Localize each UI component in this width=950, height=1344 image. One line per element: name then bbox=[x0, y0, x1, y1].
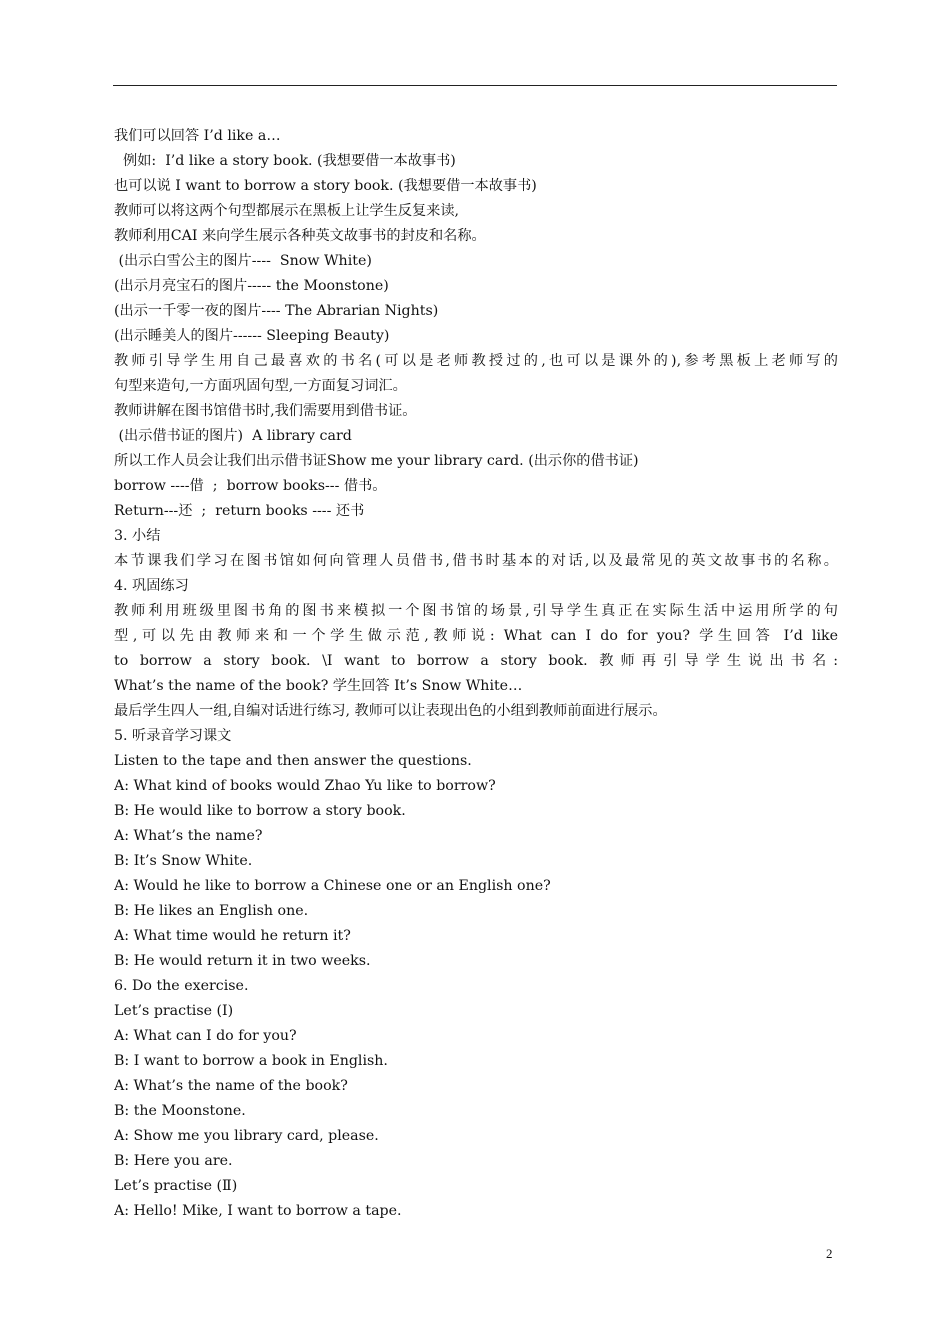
section-heading: 6. Do the exercise. bbox=[114, 978, 249, 994]
text-line: 我们可以回答 I’d like a… bbox=[114, 128, 281, 144]
dialogue-line: B: the Moonstone. bbox=[114, 1103, 246, 1119]
dialogue-line: A: What time would he return it? bbox=[114, 928, 351, 944]
text-line: 教师利用CAI 来向学生展示各种英文故事书的封皮和名称。 bbox=[114, 228, 486, 244]
text-line: 教师讲解在图书馆借书时,我们需要用到借书证。 bbox=[114, 403, 417, 419]
section-heading: 4. 巩固练习 bbox=[114, 578, 189, 594]
text-line: (出示月亮宝石的图片----- the Moonstone) bbox=[114, 278, 389, 294]
dialogue-line: A: What kind of books would Zhao Yu like to borrow? bbox=[114, 778, 496, 794]
text-line: (出示一千零一夜的图片---- The Abrarian Nights) bbox=[114, 303, 439, 319]
document-body bbox=[114, 124, 838, 1224]
section-heading: 5. 听录音学习课文 bbox=[114, 728, 232, 744]
dialogue-line: A: Show me you library card, please. bbox=[114, 1128, 379, 1144]
text-line: (出示睡美人的图片------ Sleeping Beauty) bbox=[114, 328, 390, 344]
text-line: 句型来造句,一方面巩固句型,一方面复习词汇。 bbox=[114, 378, 407, 394]
text-line: 型,可以先由教师来和一个学生做示范,教师说: What can I do for you? 学生回答 I’d like bbox=[114, 628, 838, 644]
text-line: 例如: I’d like a story book. (我想要借一本故事书) bbox=[114, 153, 456, 169]
text-line: 教师引导学生用自己最喜欢的书名(可以是老师教授过的,也可以是课外的),参考黑板上老师写的 bbox=[114, 353, 838, 369]
section-heading: 3. 小结 bbox=[114, 528, 161, 544]
text-line: to borrow a story book. \I want to borrow a story book. 教师再引导学生说出书名: bbox=[114, 653, 838, 669]
dialogue-line: B: He likes an English one. bbox=[114, 903, 309, 919]
text-line: 教师利用班级里图书角的图书来模拟一个图书馆的场景,引导学生真正在实际生活中运用所学的句 bbox=[114, 603, 838, 619]
text-line: (出示借书证的图片) A library card bbox=[114, 428, 352, 444]
dialogue-line: A: What can I do for you? bbox=[114, 1028, 297, 1044]
text-line: borrow ----借 ; borrow books--- 借书。 bbox=[114, 478, 387, 494]
text-line: Return---还 ; return books ---- 还书 bbox=[114, 503, 365, 519]
dialogue-line: A: What’s the name? bbox=[114, 828, 263, 844]
text-line: 所以工作人员会让我们出示借书证Show me your library card. (出示你的借书证) bbox=[114, 453, 639, 469]
text-line: 也可以说 I want to borrow a story book. (我想要借一本故事书) bbox=[114, 178, 537, 194]
subsection-heading: Let’s practise (Ⅰ) bbox=[114, 1003, 234, 1019]
text-line: (出示白雪公主的图片---- Snow White) bbox=[114, 253, 372, 269]
text-line: Listen to the tape and then answer the questions. bbox=[114, 753, 472, 769]
text-line: 本节课我们学习在图书馆如何向管理人员借书,借书时基本的对话,以及最常见的英文故事书的名称。 bbox=[114, 553, 838, 569]
dialogue-line: B: Here you are. bbox=[114, 1153, 233, 1169]
text-line: What’s the name of the book? 学生回答 It’s Snow White… bbox=[114, 678, 523, 694]
dialogue-line: B: He would like to borrow a story book. bbox=[114, 803, 406, 819]
dialogue-line: A: Would he like to borrow a Chinese one or an English one? bbox=[114, 878, 551, 894]
dialogue-line: B: It’s Snow White. bbox=[114, 853, 253, 869]
page-number: 2 bbox=[826, 1246, 833, 1261]
text-line: 教师可以将这两个句型都展示在黑板上让学生反复来读, bbox=[114, 203, 460, 219]
dialogue-line: A: What’s the name of the book? bbox=[114, 1078, 348, 1094]
dialogue-line: B: I want to borrow a book in English. bbox=[114, 1053, 388, 1069]
text-line: 最后学生四人一组,自编对话进行练习, 教师可以让表现出色的小组到教师前面进行展示。 bbox=[114, 703, 667, 719]
dialogue-line: B: He would return it in two weeks. bbox=[114, 953, 371, 969]
dialogue-line: A: Hello! Mike, I want to borrow a tape. bbox=[114, 1203, 402, 1219]
header-rule bbox=[113, 85, 837, 86]
subsection-heading: Let’s practise (Ⅱ) bbox=[114, 1178, 238, 1194]
